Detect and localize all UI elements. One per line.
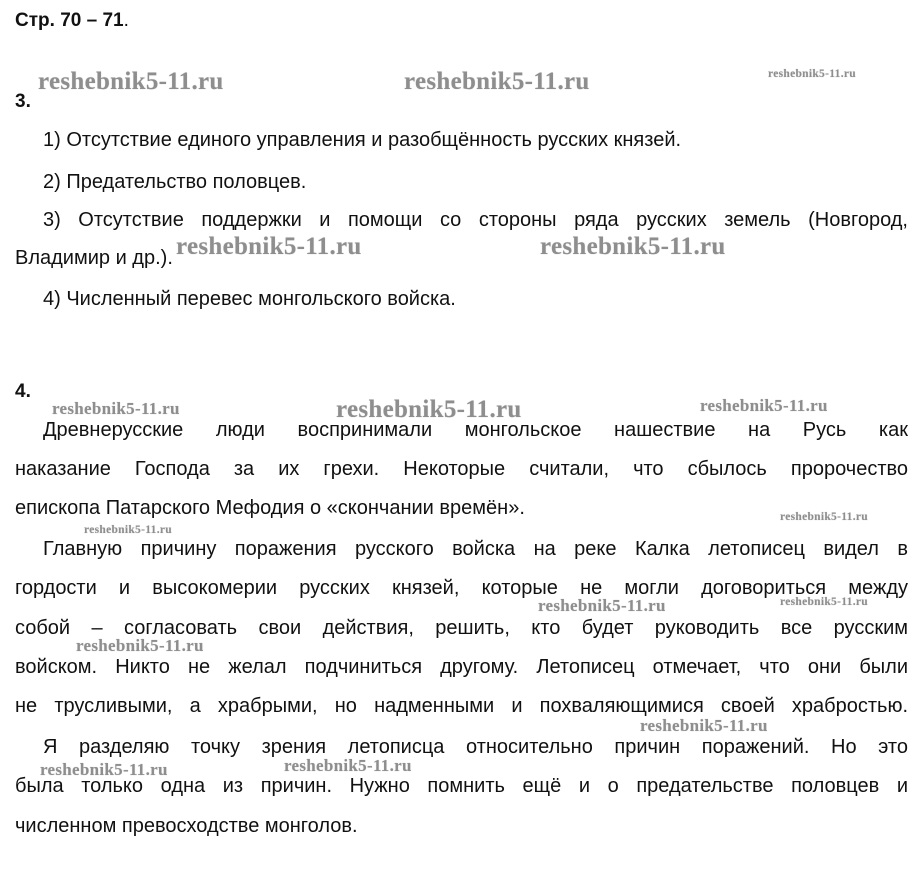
task-4-line: Я разделяю точку зрения летописца относительно причин поражений. Но это — [43, 736, 908, 758]
task-3-answer-1: 1) Отсутствие единого управления и разобщённость русских князей. — [43, 129, 682, 151]
task-3-answer-2: 2) Предательство половцев. — [43, 171, 307, 193]
task-4-line: гордости и высокомерии русских князей, которые не могли договориться между — [15, 577, 908, 599]
task-4-line: Древнерусские люди воспринимали монгольское нашествие на Русь как — [43, 419, 908, 441]
watermark: reshebnik5-11.ru — [768, 68, 856, 80]
watermark: reshebnik5-11.ru — [538, 596, 666, 615]
watermark: reshebnik5-11.ru — [336, 396, 522, 423]
task-3-number: 3. — [15, 91, 31, 112]
task-4-line: не трусливыми, а храбрыми, но надменными и похваляющимися своей храбростью. — [15, 695, 908, 717]
watermark: reshebnik5-11.ru — [84, 524, 172, 536]
watermark: reshebnik5-11.ru — [38, 68, 224, 95]
watermark: reshebnik5-11.ru — [640, 716, 768, 735]
task-4-line: собой – согласовать свои действия, решить, кто будет руководить все русским — [15, 617, 908, 639]
page-reference-dot: . — [123, 10, 129, 31]
watermark: reshebnik5-11.ru — [780, 596, 868, 608]
watermark: reshebnik5-11.ru — [176, 233, 362, 260]
task-4-line: Главную причину поражения русского войска на реке Калка летописец видел в — [43, 538, 908, 560]
watermark: reshebnik5-11.ru — [780, 511, 868, 523]
watermark: reshebnik5-11.ru — [700, 396, 828, 415]
task-4-line: была только одна из причин. Нужно помнить ещё и о предательстве половцев и — [15, 775, 908, 797]
watermark: reshebnik5-11.ru — [540, 233, 726, 260]
page-reference: Стр. 70 – 71 — [15, 10, 124, 31]
task-3-answer-4: 4) Численный перевес монгольского войска. — [43, 288, 456, 310]
watermark: reshebnik5-11.ru — [284, 756, 412, 775]
watermark: reshebnik5-11.ru — [52, 399, 180, 418]
task-4-line: епископа Патарского Мефодия о «скончании времён». — [15, 497, 525, 519]
watermark: reshebnik5-11.ru — [40, 760, 168, 779]
watermark: reshebnik5-11.ru — [76, 636, 204, 655]
watermark: reshebnik5-11.ru — [404, 68, 590, 95]
task-4-number: 4. — [15, 381, 31, 402]
task-4-line: наказание Господа за их грехи. Некоторые считали, что сбылось пророчество — [15, 458, 908, 480]
task-4-line: войском. Никто не желал подчиниться другому. Летописец отмечает, что они были — [15, 656, 908, 678]
page-header — [15, 10, 129, 32]
task-4-line: численном превосходстве монголов. — [15, 815, 358, 837]
task-3-answer-3: 3) Отсутствие поддержки и помощи со стороны ряда русских земель (Новгород, — [43, 209, 908, 231]
task-3-answer-3-cont: Владимир и др.). — [15, 247, 173, 269]
